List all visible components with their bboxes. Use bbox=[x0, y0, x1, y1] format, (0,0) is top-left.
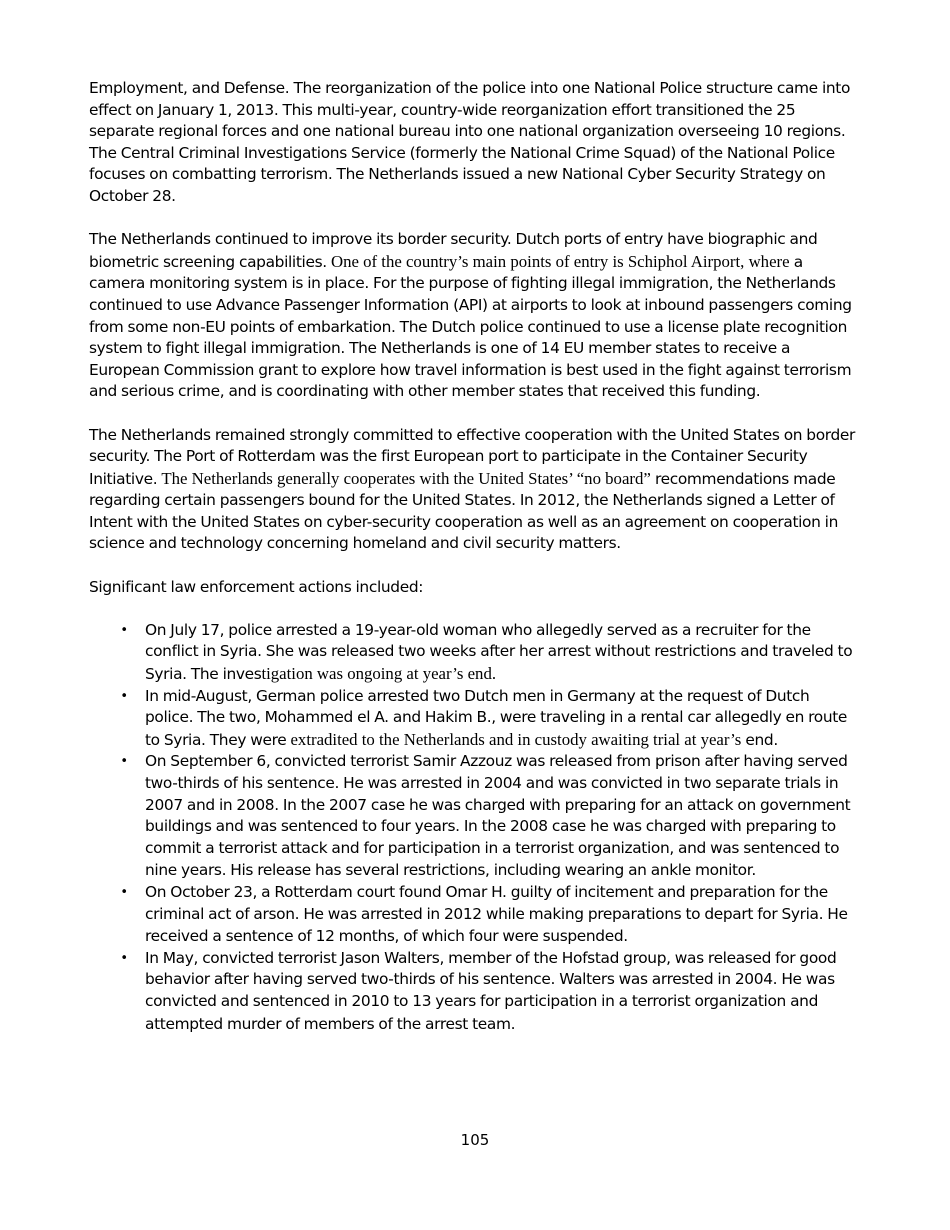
bullet-text-segment: On September 6, convicted terrorist Samir Azzouz was released from prison after having served two-thirds of his sentence. He was arrested in 2004 and was convicted in two separate trials in 2007 and in 2008. In the 2007 case he was charged with preparing for an attack on government buildings and was sentenced to four years. In the 2008 case he was charged with preparing to commit a terrorist attack and for participation in a terrorist organization, and was sentenced to nine years. His release has several restrictions, including wearing an ankle monitor. bbox=[145, 752, 851, 880]
bullet-item-azzouz-release bbox=[89, 751, 861, 882]
bullet-text-segment: On July 17, police arrested a 19-year-old woman who allegedly served as a recruiter for the conflict in Syria. She was released two weeks after her arrest without restrictions and traveled to Syria. The inves bbox=[145, 620, 853, 684]
paragraph-text-segment: recommendations made regarding certain passengers bound for the United States. In 2012, the Netherlands signed a Letter of Intent with the United States on cyber-security cooperation as well as an agreement on cooperation in science and technology concerning homeland and civil security matters. bbox=[89, 469, 838, 553]
paragraph-text-segment: The Netherlands remained strongly committed to effective cooperation with the United States on border security. The Port of Rotterdam was the first European port to participate in the Container Security Initiative. bbox=[89, 425, 856, 488]
bullet-text-segment: end. bbox=[741, 730, 778, 749]
bullet-icon: • bbox=[120, 688, 128, 704]
paragraph-spacer bbox=[89, 555, 861, 577]
paragraph-spacer bbox=[89, 208, 861, 230]
page-number: 105 bbox=[460, 1131, 490, 1149]
bullet-icon: • bbox=[120, 754, 128, 770]
paragraph-police-reorganization: Employment, and Defense. The reorganization of the police into one National Police structure came into effect on January 1, 2013. This multi-year, country-wide reorganization effort transitioned the 25 separate regional forces and one national bureau into one national organization overseeing 10 regions. The Central Criminal Investigations Service (formerly the National Crime Squad) of the National Police focuses on combatting terrorism. The Netherlands issued a new National Cyber Security Strategy on October 28. bbox=[89, 79, 851, 205]
bullet-item-rotterdam-court bbox=[89, 882, 861, 948]
bullet-icon: • bbox=[120, 950, 128, 966]
document-page bbox=[89, 78, 861, 1035]
paragraph-spacer bbox=[89, 403, 861, 425]
paragraph-text-segment-serif: The Netherlands generally cooperates with the United States’ “no board” bbox=[161, 468, 651, 488]
bullet-text-segment-serif: extradited to the Netherlands and in custody awaiting trial at year’s bbox=[290, 729, 742, 749]
bullet-text-segment-serif: tigation was ongoing at year’s end. bbox=[261, 664, 497, 684]
law-enforcement-bullet-list bbox=[89, 620, 861, 1035]
paragraph-us-cooperation bbox=[89, 425, 861, 556]
bullet-text-segment: On October 23, a Rotterdam court found Omar H. guilty of incitement and preparation for the criminal act of arson. He was arrested in 2012 while making preparations to depart for Syria. He received a sentence of 12 months, of which four were suspended. bbox=[145, 882, 848, 946]
bullet-item-july-arrest bbox=[89, 620, 861, 686]
paragraph-spacer bbox=[89, 598, 861, 620]
bullet-item-august-arrest bbox=[89, 686, 861, 752]
bullet-text-segment: In mid-August, German police arrested two Dutch men in Germany at the request of Dutch police. The two, Mohammed el A. and Hakim B., were traveling in a rental car allegedly en route to Syria. They were bbox=[145, 686, 848, 749]
bullet-item-walters-release bbox=[89, 948, 861, 1035]
paragraph-text-segment-serif: One of the country’s main points of entry is Schiphol Airport, where bbox=[330, 251, 790, 271]
paragraph-text-segment: a camera monitoring system is in place. For the purpose of fighting illegal immigration, the Netherlands continued to use Advance Passenger Information (API) at airports to look at inbound passengers coming from some non-EU points of embarkation. The Dutch police continued to use a license plate recognition system to fight illegal immigration. The Netherlands is one of 14 EU member states to receive a European Commission grant to explore how travel information is best used in the fight against terrorism and serious crime, and is coordinating with other member states that received this funding. bbox=[89, 252, 852, 401]
bullet-icon: • bbox=[120, 884, 128, 900]
bullet-text-segment: In May, convicted terrorist Jason Walters, member of the Hofstad group, was released for good behavior after having served two-thirds of his sentence. Walters was arrested in 2004. He was convicted and sentenced in 2010 to 13 years for participation in a terrorist organization and attempted murder of members of the arrest team. bbox=[145, 948, 837, 1033]
paragraph-text-segment: The Netherlands continued to improve its border security. Dutch ports of entry have biographic and biometric screening capabilities. bbox=[89, 230, 818, 271]
paragraph-border-security bbox=[89, 229, 861, 403]
bullet-icon: • bbox=[120, 622, 128, 638]
paragraph-law-enforcement-intro: Significant law enforcement actions included: bbox=[89, 577, 424, 596]
